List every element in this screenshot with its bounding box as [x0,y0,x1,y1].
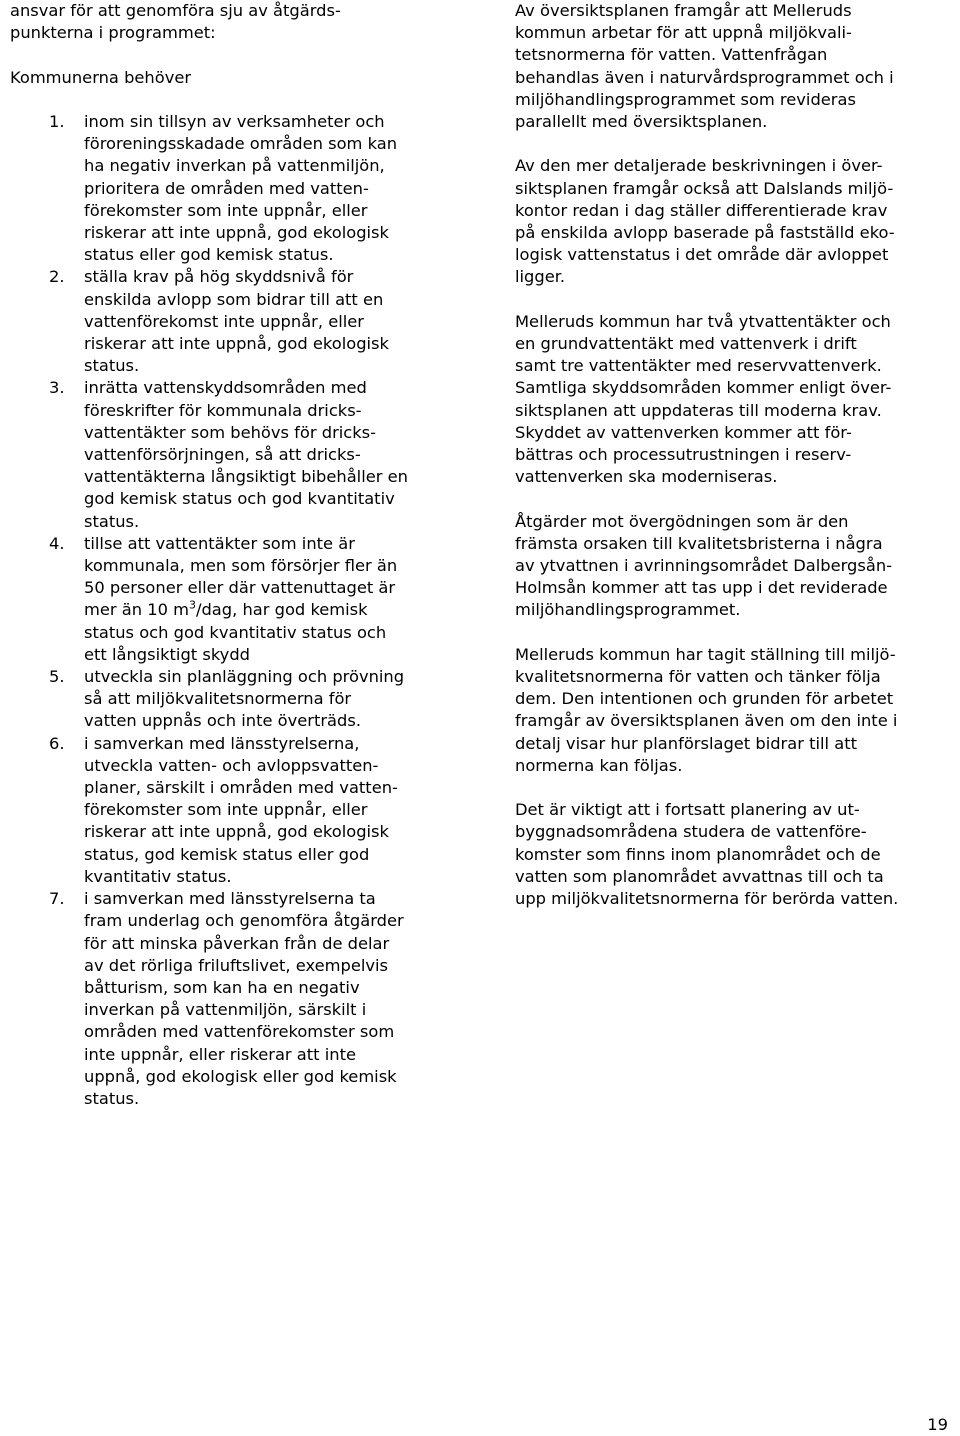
list-item-line: kommunala, men som försörjer fler än [84,556,398,576]
paragraph-line: Samtliga skyddsområden kommer enligt över- [515,378,892,398]
list-item-line: i samverkan med länsstyrelserna ta [84,889,376,909]
paragraph [515,155,955,288]
list-item-number: 5. [49,667,65,687]
list-item-line: riskerar att inte uppnå, god ekologisk [84,223,389,242]
list-item-line: uppnå, god ekologisk eller god kemisk [84,1066,397,1086]
list-item-line: föreskrifter för kommunala dricks- [84,400,362,420]
list-item [10,111,450,266]
list-item-line: vattentäkter som behövs för dricks- [84,422,377,442]
paragraph-line: normerna kan följas. [515,755,683,775]
list-item-line: i samverkan med länsstyrelserna, [84,733,360,753]
paragraph-line: kontor redan i dag ställer differentierade krav [515,200,888,220]
paragraph [515,644,955,777]
page-number: 19 [927,1415,948,1434]
paragraph-line: ligger. [515,267,566,287]
list-item-line: föroreningsskadade områden som kan [84,134,398,154]
paragraph-line: miljöhandlingsprogrammet som revideras [515,89,856,109]
paragraph-line: upp miljökvalitetsnormerna för berörda vatten. [515,889,899,909]
paragraph-line: bättras och processutrustningen i reserv- [515,445,852,465]
list-item-text [84,666,450,733]
list-item-number: 6. [49,733,65,753]
paragraph-line: på enskilda avlopp baserade på fastställd eko- [515,223,895,243]
paragraph-line: behandlas även i naturvårdsprogrammet och i [515,67,894,87]
paragraph [515,0,955,133]
paragraph-line: vatten som planområdet avvattnas till och ta [515,866,884,886]
list-item-line: utveckla sin planläggning och prövning [84,667,405,687]
list-item-line: inom sin tillsyn av verksamheter och [84,111,385,131]
intro-line: punkterna i programmet: [10,23,216,43]
paragraph-line: samt tre vattentäkter med reservvattenverk. [515,356,882,376]
paragraph-line: Skyddet av vattenverken kommer att för- [515,422,852,442]
list-item-text [84,377,450,532]
list-lead: Kommunerna behöver [10,67,192,87]
list-item-text [84,533,450,666]
list-item-number: 1. [49,111,65,131]
list-item [10,266,450,377]
paragraph-line: Det är viktigt att i fortsatt planering av ut- [515,800,860,820]
list-item-line: status, god kemisk status eller god [84,844,370,864]
paragraph-line: framgår av översiktsplanen även om den inte i [515,711,898,731]
list-item-number: 7. [49,889,65,909]
list-item-line: vattentäkterna långsiktigt bibehåller en [84,467,408,487]
paragraph-line: främsta orsaken till kvalitetsbristerna i några [515,533,883,553]
list-item-text [84,266,450,377]
list-item-line: god kemisk status och god kvantitativ [84,489,395,509]
list-item-number: 4. [49,533,65,553]
list-item-line: så att miljökvalitetsnormerna för [84,689,352,709]
list-item-line: planer, särskilt i områden med vatten- [84,778,398,798]
action-list [10,111,450,1110]
list-item-line: ha negativ inverkan på vattenmiljön, [84,156,385,176]
list-item-line: 50 personer eller där vattenuttaget är [84,578,396,598]
paragraph-line: vattenverken ska moderniseras. [515,467,778,487]
list-item-line-with-superscript [84,599,450,621]
list-item-line: status. [84,356,140,376]
text-run: /dag, har god kemisk [195,600,368,620]
list-item-line: båtturism, som kan ha en negativ [84,977,360,997]
left-column [10,0,450,1110]
paragraph-line: detalj visar hur planförslaget bidrar till att [515,733,857,753]
list-item-line: ställa krav på hög skyddsnivå för [84,267,354,287]
list-item-number: 2. [49,267,65,287]
list-item-line: för att minska påverkan från de delar [84,933,390,953]
list-item-text [84,733,450,888]
list-item-line: ett långsiktigt skydd [84,644,250,664]
paragraph-line: komster som finns inom planområdet och de [515,844,881,864]
list-item-line: vatten uppnås och inte överträds. [84,711,362,731]
paragraph-line: tetsnormerna för vatten. Vattenfrågan [515,45,828,65]
list-item-line: inrätta vattenskyddsområden med [84,378,367,398]
text-run: mer än 10 m [84,600,189,620]
list-item-line: områden med vattenförekomster som [84,1022,395,1042]
list-item [10,533,450,666]
paragraph-line: kvalitetsnormerna för vatten och tänker följa [515,667,881,687]
paragraph-line: dem. Den intentionen och grunden för arbetet [515,689,894,709]
list-item-number: 3. [49,378,65,398]
paragraph-line: siktsplanen framgår också att Dalslands miljö- [515,178,894,198]
paragraph-line: Melleruds kommun har tagit ställning till miljö- [515,644,896,664]
paragraph-line: miljöhandlingsprogrammet. [515,600,741,620]
paragraph-line: av ytvattnen i avrinningsområdet Dalbergsån- [515,556,893,576]
list-item-line: vattenförekomst inte uppnår, eller [84,311,364,331]
list-item-line: riskerar att inte uppnå, god ekologisk [84,822,389,842]
paragraph-line: en grundvattentäkt med vattenverk i drift [515,334,857,354]
list-item [10,666,450,733]
list-item-line: kvantitativ status. [84,866,232,886]
list-item-line: status eller god kemisk status. [84,245,334,265]
paragraph [515,511,955,622]
paragraph-line: Holmsån kommer att tas upp i det reviderade [515,578,888,598]
superscript: 3 [188,599,196,613]
list-item-line: utveckla vatten- och avloppsvatten- [84,755,379,775]
list-item-line: fram underlag och genomföra åtgärder [84,911,404,931]
list-item-line: riskerar att inte uppnå, god ekologisk [84,334,389,354]
paragraph-line: byggnadsområdena studera de vattenföre- [515,822,867,842]
paragraph-line: siktsplanen att uppdateras till moderna krav. [515,400,882,420]
list-item-line: status och god kvantitativ status och [84,622,387,642]
list-item [10,733,450,888]
right-paragraphs [515,0,955,910]
list-item-line: status. [84,511,140,531]
list-item-line: förekomster som inte uppnår, eller [84,200,368,220]
paragraph-line: Av den mer detaljerade beskrivningen i över- [515,156,883,176]
intro-line: ansvar för att genomföra sju av åtgärds- [10,1,341,20]
list-item-line: enskilda avlopp som bidrar till att en [84,289,384,309]
paragraph-line: kommun arbetar för att uppnå miljökvali- [515,23,852,43]
paragraph [515,799,955,910]
paragraph-line: Av översiktsplanen framgår att Melleruds [515,1,852,20]
list-item [10,888,450,1110]
list-item-text [84,111,450,266]
list-item-line: förekomster som inte uppnår, eller [84,800,368,820]
list-item-line: status. [84,1088,140,1108]
right-column [515,0,955,910]
list-item-line: av det rörliga friluftslivet, exempelvis [84,955,389,975]
intro-paragraph [10,0,450,44]
paragraph-line: Melleruds kommun har två ytvattentäkter och [515,311,891,331]
paragraph-line: Åtgärder mot övergödningen som är den [515,511,849,531]
list-item-line: prioritera de områden med vatten- [84,178,369,198]
list-item-line: tillse att vattentäkter som inte är [84,533,355,553]
paragraph [515,311,955,489]
list-item-line: inverkan på vattenmiljön, särskilt i [84,1000,367,1020]
list-item-line: inte uppnår, eller riskerar att inte [84,1044,356,1064]
list-item-line: vattenförsörjningen, så att dricks- [84,445,361,465]
paragraph-line: parallellt med översiktsplanen. [515,112,768,132]
list-item [10,377,450,532]
paragraph-line: logisk vattenstatus i det område där avloppet [515,245,889,265]
list-item-text [84,888,450,1110]
